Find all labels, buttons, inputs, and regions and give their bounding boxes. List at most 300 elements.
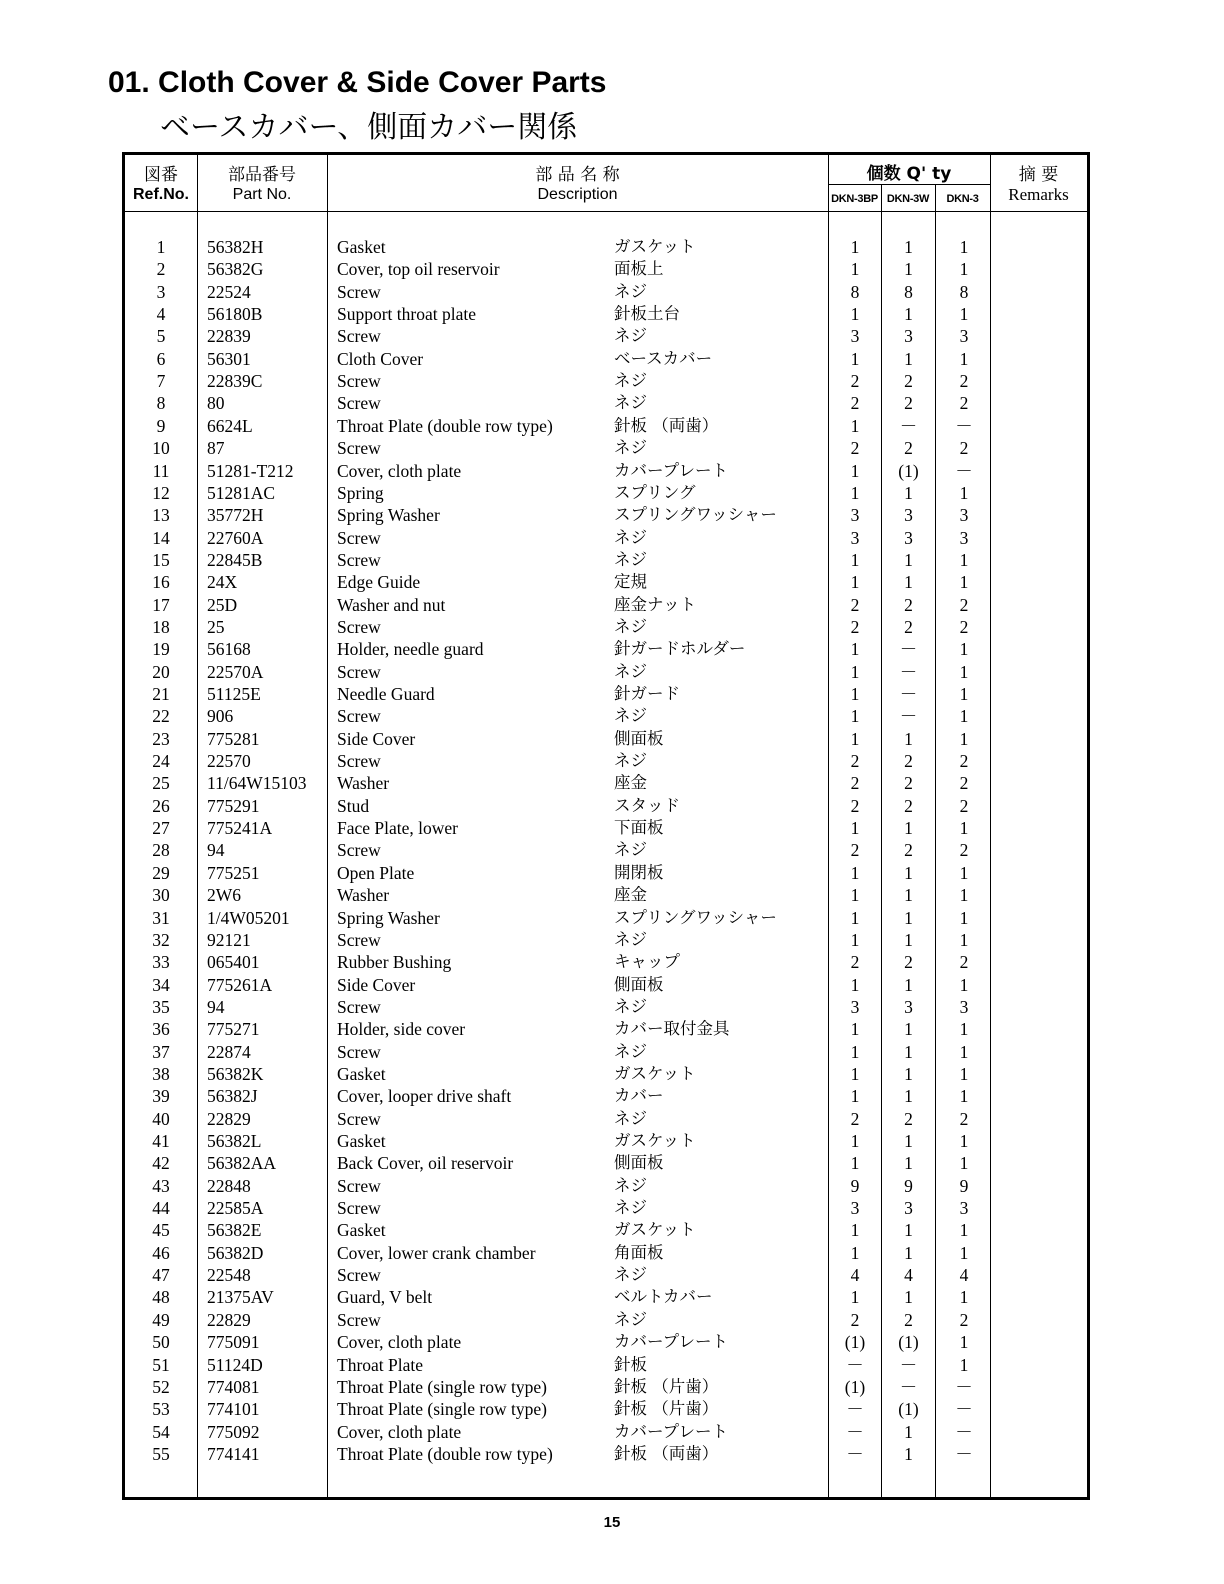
description-cell: Screw	[337, 1265, 381, 1286]
qty-dkn3-cell: 9	[959, 1175, 969, 1196]
ref-cell: 26	[152, 795, 170, 816]
qty-dkn3bp-cell: 2	[850, 773, 860, 794]
qty-dkn3w-cell: －	[899, 1354, 918, 1375]
ref-cell: 29	[152, 862, 170, 883]
qty-dkn3bp-cell: 1	[850, 304, 860, 325]
ref-cell: 31	[152, 907, 170, 928]
table-row	[0, 1108, 1224, 1130]
qty-dkn3w-cell: 1	[904, 1443, 913, 1464]
description-jp-cell: ベースカバー	[614, 348, 713, 368]
part-no-cell: 775271	[207, 1019, 260, 1040]
qty-dkn3-cell: 1	[959, 304, 969, 325]
qty-dkn3bp-cell: 3	[850, 996, 860, 1017]
qty-dkn3bp-cell: 1	[850, 482, 860, 503]
qty-dkn3w-cell: 2	[904, 751, 913, 772]
qty-dkn3bp-cell: 2	[850, 1309, 860, 1330]
ref-cell: 9	[156, 415, 166, 436]
table-row	[0, 750, 1224, 772]
qty-dkn3w-cell: 1	[904, 862, 913, 883]
qty-dkn3-cell: 1	[959, 706, 969, 727]
qty-dkn3bp-cell: 1	[850, 1242, 860, 1263]
ref-cell: 35	[152, 996, 170, 1017]
description-cell: Washer	[337, 773, 390, 794]
description-cell: Screw	[337, 371, 381, 392]
qty-dkn3bp-cell: 1	[850, 728, 860, 749]
description-cell: Screw	[337, 1175, 381, 1196]
description-jp-cell: 針板 （両歯）	[614, 1443, 719, 1463]
table-row	[0, 1018, 1224, 1040]
qty-dkn3-cell: 1	[959, 1131, 969, 1151]
qty-dkn3-cell: 2	[959, 1108, 969, 1129]
description-jp-cell: ネジ	[614, 1309, 647, 1329]
description-cell: Washer	[337, 885, 390, 906]
qty-dkn3bp-cell: 2	[850, 594, 860, 615]
description-jp-cell: 座金ナット	[614, 594, 697, 614]
part-no-cell: 56382AA	[207, 1153, 277, 1174]
description-cell: Cover, top oil reservoir	[337, 259, 500, 280]
table-row	[0, 482, 1224, 504]
ref-cell: 10	[152, 438, 170, 459]
qty-dkn3w-cell: 2	[904, 773, 913, 794]
part-no-cell: 775261A	[207, 974, 273, 995]
description-jp-cell: ネジ	[614, 840, 647, 860]
description-cell: Side Cover	[337, 728, 416, 749]
qty-dkn3bp-cell: 1	[850, 460, 860, 481]
qty-dkn3w-cell: －	[899, 706, 918, 727]
table-row	[0, 1354, 1224, 1376]
description-jp-cell: ネジ	[614, 438, 647, 458]
part-no-cell: 56382J	[207, 1086, 258, 1107]
description-jp-cell: ベルトカバー	[614, 1287, 713, 1307]
description-cell: Guard, V belt	[337, 1287, 433, 1308]
description-jp-cell: スプリング	[614, 482, 696, 502]
description-jp-cell: 座金	[614, 885, 647, 905]
table-row	[0, 370, 1224, 392]
part-no-cell: 775251	[207, 862, 260, 883]
part-no-cell: 22848	[207, 1175, 251, 1196]
qty-dkn3w-cell: 1	[904, 1421, 913, 1442]
qty-dkn3w-cell: 3	[904, 1198, 913, 1219]
description-jp-cell: ネジ	[614, 616, 647, 636]
part-no-cell: 21375AV	[207, 1287, 274, 1308]
qty-dkn3bp-cell: 1	[850, 1287, 860, 1308]
table-row	[0, 795, 1224, 817]
description-cell: Screw	[337, 996, 381, 1017]
table-row	[0, 527, 1224, 549]
qty-dkn3bp-cell: 1	[850, 661, 860, 682]
part-no-cell: 11/64W15103	[207, 773, 307, 794]
table-row	[0, 594, 1224, 616]
qty-dkn3bp-cell: 1	[850, 259, 860, 280]
qty-dkn3-cell: 1	[959, 1332, 969, 1353]
ref-cell: 19	[152, 639, 170, 660]
qty-dkn3bp-cell: 9	[850, 1175, 860, 1196]
description-jp-cell: ガスケット	[614, 1131, 696, 1150]
qty-dkn3w-cell: 1	[904, 1041, 913, 1062]
qty-dkn3bp-cell: 4	[850, 1265, 860, 1286]
ref-cell: 16	[152, 572, 170, 593]
description-cell: Screw	[337, 326, 381, 347]
table-row	[0, 929, 1224, 951]
qty-dkn3-cell: 3	[959, 505, 969, 526]
part-no-cell: 22585A	[207, 1198, 264, 1219]
description-jp-cell: ネジ	[614, 393, 647, 413]
qty-dkn3-cell: 1	[959, 929, 969, 950]
qty-dkn3-cell: 2	[959, 594, 969, 615]
qty-dkn3bp-cell: (1)	[844, 1332, 866, 1353]
ref-cell: 4	[156, 304, 166, 325]
description-cell: Screw	[337, 393, 381, 414]
qty-dkn3w-cell: (1)	[898, 1399, 919, 1420]
qty-dkn3w-cell: －	[899, 684, 918, 704]
qty-dkn3-cell: 2	[959, 616, 969, 637]
qty-dkn3-cell: 2	[959, 1309, 969, 1330]
qty-dkn3-cell: 1	[959, 1063, 969, 1084]
table-row	[0, 728, 1224, 750]
description-cell: Screw	[337, 1108, 381, 1129]
description-jp-cell: ガスケット	[614, 237, 696, 256]
qty-dkn3bp-cell: 1	[850, 1153, 860, 1174]
qty-dkn3w-cell: 1	[904, 237, 913, 257]
ref-cell: 53	[152, 1399, 170, 1420]
qty-dkn3bp-cell: 3	[850, 505, 860, 526]
qty-dkn3-cell: 3	[959, 326, 969, 347]
table-row	[0, 951, 1224, 973]
description-cell: Spring	[337, 482, 384, 503]
part-no-cell: 22570	[207, 751, 251, 772]
table-row	[0, 392, 1224, 414]
description-jp-cell: ネジ	[614, 1041, 647, 1061]
qty-dkn3w-cell: (1)	[898, 1332, 919, 1353]
table-row	[0, 415, 1224, 437]
description-jp-cell: ネジ	[614, 1175, 647, 1195]
part-no-cell: 56382D	[207, 1242, 264, 1263]
qty-dkn3w-cell: 9	[904, 1175, 913, 1196]
qty-dkn3bp-cell: 2	[850, 952, 860, 973]
qty-dkn3w-cell: 3	[904, 527, 913, 548]
qty-dkn3-cell: 1	[959, 907, 969, 928]
table-row	[0, 1286, 1224, 1308]
ref-cell: 44	[152, 1198, 170, 1219]
description-jp-cell: ネジ	[614, 996, 647, 1016]
description-cell: Screw	[337, 438, 381, 459]
description-cell: Holder, needle guard	[337, 639, 484, 660]
description-cell: Washer and nut	[337, 594, 446, 615]
qty-dkn3w-cell: 1	[904, 549, 913, 570]
qty-dkn3w-cell: 1	[904, 1019, 913, 1040]
description-cell: Screw	[337, 527, 381, 548]
header-remarks-jp: 摘 要	[1018, 165, 1059, 185]
header-model-dkn3w: DKN-3W	[886, 193, 930, 205]
qty-dkn3w-cell: 1	[904, 482, 913, 503]
ref-cell: 55	[152, 1443, 170, 1464]
description-cell: Screw	[337, 751, 381, 772]
description-cell: Screw	[337, 549, 381, 570]
table-row	[0, 1063, 1224, 1085]
description-cell: Screw	[337, 840, 381, 861]
description-jp-cell: カバープレート	[614, 1332, 729, 1352]
table-row	[0, 817, 1224, 839]
part-no-cell: 56301	[207, 348, 251, 369]
qty-dkn3w-cell: 4	[904, 1265, 913, 1286]
qty-dkn3-cell: －	[955, 1421, 973, 1442]
description-cell: Back Cover, oil reservoir	[337, 1153, 514, 1174]
ref-cell: 36	[152, 1019, 170, 1040]
description-jp-cell: スタッド	[614, 795, 680, 815]
description-cell: Spring Washer	[337, 907, 440, 928]
qty-dkn3w-cell: 1	[904, 1287, 913, 1308]
ref-cell: 28	[152, 840, 170, 861]
description-jp-cell: スプリングワッシャー	[614, 907, 777, 927]
description-cell: Needle Guard	[337, 684, 435, 704]
part-no-cell: 51281-T212	[207, 460, 294, 481]
description-jp-cell: ネジ	[614, 1108, 647, 1128]
description-jp-cell: 針板	[614, 1354, 647, 1374]
qty-dkn3w-cell: 2	[904, 371, 913, 392]
ref-cell: 21	[152, 684, 170, 704]
description-cell: Throat Plate (single row type)	[337, 1376, 547, 1397]
qty-dkn3bp-cell: 1	[850, 974, 860, 995]
qty-dkn3bp-cell: 1	[850, 572, 860, 593]
part-no-cell: 87	[207, 438, 225, 459]
qty-dkn3-cell: －	[955, 1399, 973, 1420]
qty-dkn3w-cell: 2	[904, 594, 913, 615]
description-jp-cell: ガスケット	[614, 1063, 696, 1083]
qty-dkn3-cell: 1	[959, 818, 969, 839]
header-desc-jp: 部 品 名 称	[535, 165, 620, 185]
qty-dkn3-cell: 1	[959, 237, 969, 257]
description-cell: Gasket	[337, 1063, 386, 1084]
ref-cell: 18	[152, 616, 170, 637]
table-row	[0, 683, 1224, 705]
part-no-cell: 92121	[207, 929, 251, 950]
ref-cell: 7	[156, 371, 166, 392]
qty-dkn3w-cell: 1	[904, 1242, 913, 1263]
description-jp-cell: 針板土台	[614, 304, 680, 324]
qty-dkn3w-cell: 2	[904, 795, 913, 816]
table-row	[0, 549, 1224, 571]
qty-dkn3bp-cell: 1	[850, 1086, 860, 1107]
part-no-cell: 56382K	[207, 1063, 264, 1084]
qty-dkn3bp-cell: 2	[850, 840, 860, 861]
part-no-cell: 22570A	[207, 661, 264, 682]
qty-dkn3-cell: 1	[959, 862, 969, 883]
qty-dkn3w-cell: 1	[904, 572, 913, 593]
qty-dkn3-cell: 2	[959, 393, 969, 414]
table-row	[0, 1242, 1224, 1264]
description-jp-cell: 開閉板	[614, 862, 664, 882]
qty-dkn3-cell: 2	[959, 840, 969, 861]
table-row	[0, 504, 1224, 526]
part-no-cell: 22845B	[207, 549, 263, 570]
table-row	[0, 1152, 1224, 1174]
qty-dkn3w-cell: 1	[904, 348, 913, 369]
description-cell: Screw	[337, 706, 381, 727]
description-cell: Screw	[337, 616, 381, 637]
qty-dkn3-cell: 2	[959, 371, 969, 392]
qty-dkn3-cell: 1	[959, 1041, 969, 1062]
qty-dkn3bp-cell: 1	[850, 1220, 860, 1241]
table-row	[0, 772, 1224, 794]
qty-dkn3bp-cell: －	[846, 1443, 864, 1464]
part-no-cell: 56168	[207, 639, 251, 660]
header-part-en: Part No.	[232, 186, 292, 203]
part-no-cell: 56382G	[207, 259, 264, 280]
description-cell: Spring Washer	[337, 505, 440, 526]
qty-dkn3-cell: 1	[959, 639, 969, 660]
description-cell: Screw	[337, 281, 381, 302]
description-cell: Screw	[337, 1041, 381, 1062]
description-cell: Gasket	[337, 237, 386, 257]
description-jp-cell: 側面板	[614, 1153, 664, 1173]
ref-cell: 50	[152, 1332, 170, 1353]
part-no-cell: 906	[207, 706, 234, 727]
description-jp-cell: ネジ	[614, 929, 647, 949]
description-cell: Screw	[337, 1309, 381, 1330]
description-jp-cell: 下面板	[614, 818, 664, 838]
qty-dkn3bp-cell: 3	[850, 1198, 860, 1219]
qty-dkn3bp-cell: 2	[850, 616, 860, 637]
qty-dkn3w-cell: 3	[904, 996, 913, 1017]
table-row	[0, 1331, 1224, 1353]
description-jp-cell: 側面板	[614, 974, 664, 994]
part-no-cell: 775241A	[207, 818, 273, 839]
qty-dkn3w-cell: －	[899, 661, 918, 682]
table-row	[0, 437, 1224, 459]
qty-dkn3w-cell: 1	[904, 818, 913, 839]
description-jp-cell: スプリングワッシャー	[614, 505, 777, 525]
description-cell: Stud	[337, 795, 370, 816]
header-qty: 個数 Q' ty	[866, 164, 952, 184]
qty-dkn3bp-cell: 1	[850, 929, 860, 950]
qty-dkn3-cell: 2	[959, 952, 969, 973]
ref-cell: 51	[152, 1354, 170, 1375]
qty-dkn3bp-cell: 1	[850, 1063, 860, 1084]
qty-dkn3w-cell: 2	[904, 393, 913, 414]
description-cell: Throat Plate (single row type)	[337, 1399, 547, 1420]
header-ref-en: Ref.No.	[133, 186, 189, 203]
table-row	[0, 236, 1224, 258]
qty-dkn3bp-cell: 1	[850, 818, 860, 839]
table-row	[0, 258, 1224, 280]
ref-cell: 47	[152, 1265, 170, 1286]
description-jp-cell: 側面板	[614, 728, 664, 748]
qty-dkn3bp-cell: 1	[850, 1041, 860, 1062]
description-jp-cell: ネジ	[614, 281, 647, 301]
description-jp-cell: 針板 （片歯）	[614, 1376, 719, 1396]
ref-cell: 5	[156, 326, 166, 347]
qty-dkn3-cell: 1	[959, 549, 969, 570]
table-row	[0, 1197, 1224, 1219]
qty-dkn3-cell: 1	[959, 482, 969, 503]
qty-dkn3-cell: 2	[959, 795, 969, 816]
ref-cell: 14	[152, 527, 170, 548]
description-cell: Cover, lower crank chamber	[337, 1242, 536, 1263]
qty-dkn3bp-cell: 1	[850, 1019, 860, 1040]
qty-dkn3w-cell: 1	[904, 1153, 913, 1174]
qty-dkn3bp-cell: 1	[850, 237, 860, 257]
ref-cell: 27	[152, 818, 170, 839]
qty-dkn3w-cell: －	[899, 1376, 918, 1397]
qty-dkn3bp-cell: －	[846, 1354, 864, 1375]
part-no-cell: 775092	[207, 1421, 260, 1442]
qty-dkn3-cell: 1	[959, 1019, 969, 1040]
part-no-cell: 775091	[207, 1332, 260, 1353]
qty-dkn3bp-cell: 2	[850, 1108, 860, 1129]
qty-dkn3w-cell: 8	[904, 281, 913, 302]
description-cell: Screw	[337, 929, 381, 950]
ref-cell: 49	[152, 1309, 170, 1330]
table-row	[0, 1219, 1224, 1241]
qty-dkn3bp-cell: 8	[850, 281, 860, 302]
qty-subheader-divider	[828, 184, 990, 185]
qty-dkn3bp-cell: (1)	[844, 1376, 866, 1397]
ref-cell: 52	[152, 1376, 170, 1397]
table-row	[0, 571, 1224, 593]
qty-dkn3-cell: 1	[959, 572, 969, 593]
description-cell: Rubber Bushing	[337, 952, 452, 973]
ref-cell: 32	[152, 929, 170, 950]
ref-cell: 45	[152, 1220, 170, 1241]
qty-dkn3bp-cell: 1	[850, 549, 860, 570]
qty-dkn3w-cell: 2	[904, 1309, 913, 1330]
part-no-cell: 22839C	[207, 371, 263, 392]
qty-dkn3bp-cell: 1	[850, 684, 860, 704]
ref-cell: 23	[152, 728, 170, 749]
description-cell: Gasket	[337, 1131, 386, 1151]
ref-cell: 13	[152, 505, 170, 526]
part-no-cell: 22839	[207, 326, 251, 347]
qty-dkn3bp-cell: 1	[850, 706, 860, 727]
description-cell: Cover, cloth plate	[337, 460, 462, 481]
description-jp-cell: 針ガード	[614, 684, 680, 703]
part-no-cell: 22874	[207, 1041, 251, 1062]
description-jp-cell: カバープレート	[614, 1421, 729, 1441]
table-row	[0, 348, 1224, 370]
ref-cell: 33	[152, 952, 170, 973]
table-row	[0, 862, 1224, 884]
table-row	[0, 996, 1224, 1018]
ref-cell: 48	[152, 1287, 170, 1308]
ref-cell: 39	[152, 1086, 170, 1107]
description-jp-cell: ネジ	[614, 527, 647, 547]
ref-cell: 34	[152, 974, 170, 995]
qty-dkn3-cell: 4	[959, 1265, 969, 1286]
table-row	[0, 1421, 1224, 1443]
qty-dkn3w-cell: 2	[904, 952, 913, 973]
table-row	[0, 1041, 1224, 1063]
description-jp-cell: 針板 （両歯）	[614, 415, 719, 435]
table-row	[0, 616, 1224, 638]
qty-dkn3w-cell: 1	[904, 907, 913, 928]
description-cell: Screw	[337, 1198, 381, 1219]
qty-dkn3w-cell: 2	[904, 438, 913, 459]
qty-dkn3-cell: 1	[959, 684, 969, 704]
part-no-cell: 94	[207, 840, 225, 861]
qty-dkn3-cell: 1	[959, 661, 969, 682]
description-jp-cell: 定規	[614, 572, 647, 592]
description-jp-cell: ネジ	[614, 661, 647, 681]
qty-dkn3-cell: －	[955, 415, 973, 436]
table-row	[0, 705, 1224, 727]
part-no-cell: 51281AC	[207, 482, 276, 503]
qty-dkn3bp-cell: －	[846, 1421, 864, 1442]
part-no-cell: 774081	[207, 1376, 260, 1397]
qty-dkn3bp-cell: 1	[850, 348, 860, 369]
qty-dkn3-cell: 1	[959, 259, 969, 280]
header-desc-en: Description	[537, 186, 618, 203]
part-no-cell: 56180B	[207, 304, 263, 325]
